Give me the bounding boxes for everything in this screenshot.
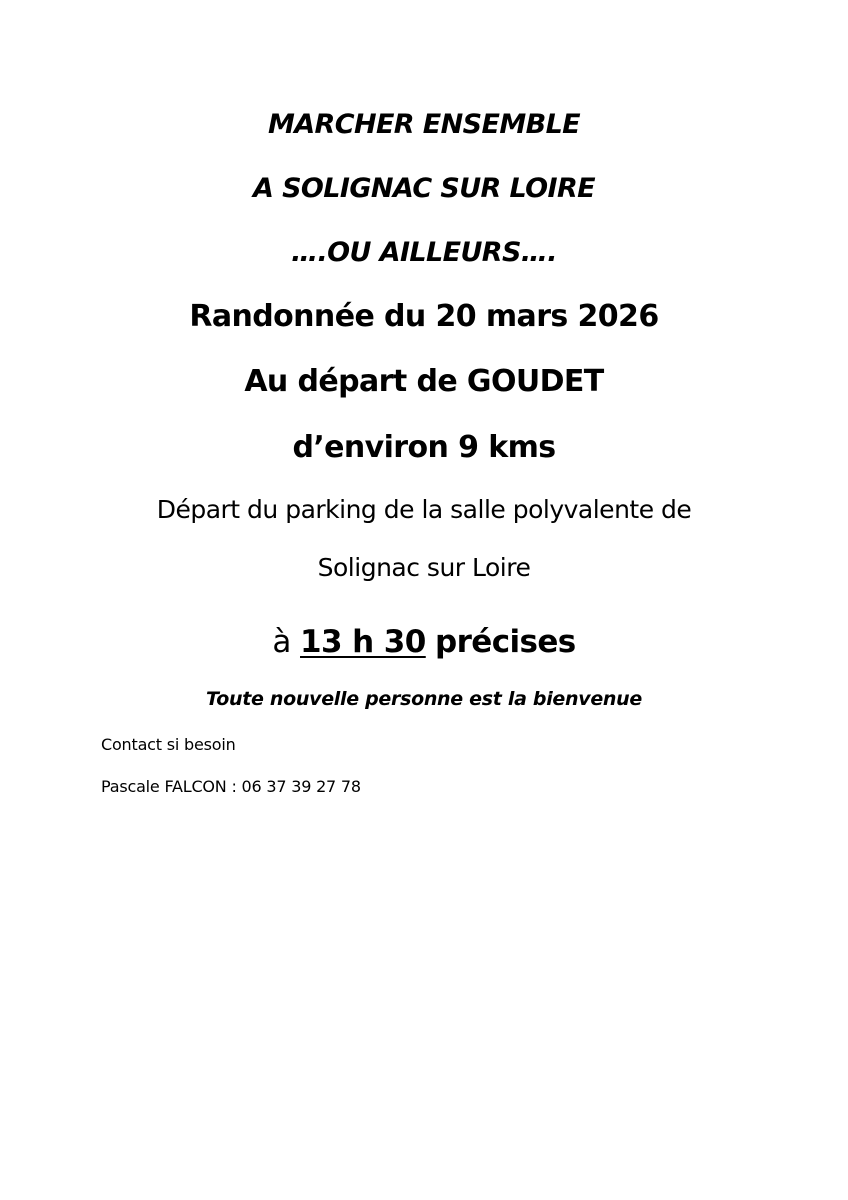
time-value: 13 h 30 (300, 624, 426, 660)
departure-time (0, 624, 848, 660)
departure-town: Au départ de GOUDET (244, 364, 604, 399)
welcome-note: Toute nouvelle personne est la bienvenue (206, 688, 642, 710)
flyer-title-line2: A SOLIGNAC SUR LOIRE (252, 173, 596, 204)
flyer-title-line1: MARCHER ENSEMBLE (267, 109, 581, 140)
meeting-point-line2: Solignac sur Loire (317, 553, 531, 582)
meeting-point-line1: Départ du parking de la salle polyvalente de (156, 495, 692, 524)
flyer-title-line3: ….OU AILLEURS…. (291, 237, 557, 268)
time-prefix: à (272, 624, 291, 660)
hike-distance: d’environ 9 kms (292, 430, 556, 465)
time-suffix: précises (435, 624, 576, 660)
contact-label: Contact si besoin (101, 735, 236, 754)
hike-date: Randonnée du 20 mars 2026 (189, 299, 659, 334)
contact-person: Pascale FALCON : 06 37 39 27 78 (101, 777, 361, 796)
